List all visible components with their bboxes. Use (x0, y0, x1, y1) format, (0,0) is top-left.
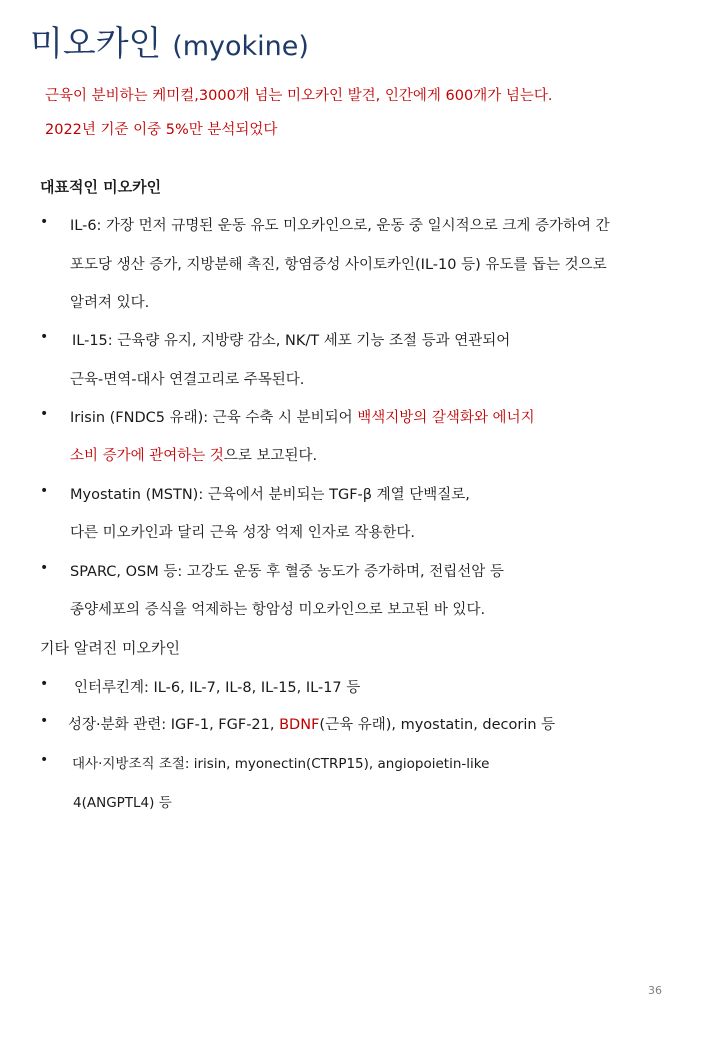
page-number: 36 (648, 984, 662, 997)
bullet-marker: • (40, 676, 49, 692)
irisin-text-highlight: 백색지방의 갈색화와 에너지 (357, 410, 535, 426)
irisin-text-plain: 으로 보고된다. (223, 448, 318, 464)
item-il15-line-2: 근육-면역-대사 연결고리로 주목된다. (70, 372, 305, 388)
intro-line-2: 2022년 기준 이중 5%만 분석되었다 (45, 122, 278, 138)
item-growth (68, 713, 555, 734)
bullet-marker: • (40, 406, 49, 422)
bullet-marker: • (40, 329, 49, 345)
irisin-text-plain: Irisin (FNDC5 유래): 근육 수축 시 분비되어 (70, 410, 358, 426)
item-myostatin-line-1: Myostatin (MSTN): 근육에서 분비되는 TGF-β 계열 단백질로, (70, 487, 470, 503)
growth-text-plain: 성장·분화 관련: IGF-1, FGF-21, (68, 717, 280, 733)
bullet-marker: • (40, 752, 49, 768)
irisin-text-highlight: 소비 증가에 관여하는 것 (70, 448, 224, 464)
slide-title (30, 16, 309, 65)
title-korean: 미오카인 (30, 24, 162, 64)
item-il6-line-1: IL-6: 가장 먼저 규명된 운동 유도 미오카인으로, 운동 중 일시적으로 크게 증가하여 간 (70, 218, 610, 234)
item-il6-line-2: 포도당 생산 증가, 지방분해 촉진, 항염증성 사이토카인(IL-10 등) 유도를 돕는 것으로 (70, 257, 607, 273)
item-interleukin: 인터루킨계: IL-6, IL-7, IL-8, IL-15, IL-17 등 (74, 680, 361, 696)
growth-text-plain: (근육 유래), myostatin, decorin 등 (319, 717, 556, 733)
title-english: (myokine) (172, 31, 309, 62)
item-metabolic-line-1: 대사·지방조직 조절: irisin, myonectin(CTRP15), angiopoietin-like (72, 756, 490, 772)
bullet-marker: • (40, 483, 49, 499)
item-metabolic-line-2: 4(ANGPTL4) 등 (73, 795, 172, 811)
item-il6-line-3: 알려져 있다. (70, 295, 150, 311)
item-sparc-line-1: SPARC, OSM 등: 고강도 운동 후 혈중 농도가 증가하며, 전립선암 등 (70, 564, 504, 580)
bullet-marker: • (40, 560, 49, 576)
section-heading-representative: 대표적인 미오카인 (40, 178, 162, 196)
item-irisin-line-1 (70, 406, 535, 427)
bullet-marker: • (40, 713, 49, 729)
intro-line-1: 근육이 분비하는 케미컬,3000개 넘는 미오카인 발견, 인간에게 600개가 넘는다. (45, 88, 553, 104)
item-sparc-line-2: 종양세포의 증식을 억제하는 항암성 미오카인으로 보고된 바 있다. (70, 602, 486, 618)
item-il15-line-1: IL-15: 근육량 유지, 지방량 감소, NK/T 세포 기능 조절 등과 연관되어 (72, 333, 511, 349)
bdnf-highlight: BDNF (279, 717, 320, 733)
section-heading-other: 기타 알려진 미오카인 (40, 639, 180, 657)
bullet-marker: • (40, 214, 49, 230)
item-myostatin-line-2: 다른 미오카인과 달리 근육 성장 억제 인자로 작용한다. (70, 525, 416, 541)
item-irisin-line-2 (70, 444, 317, 465)
